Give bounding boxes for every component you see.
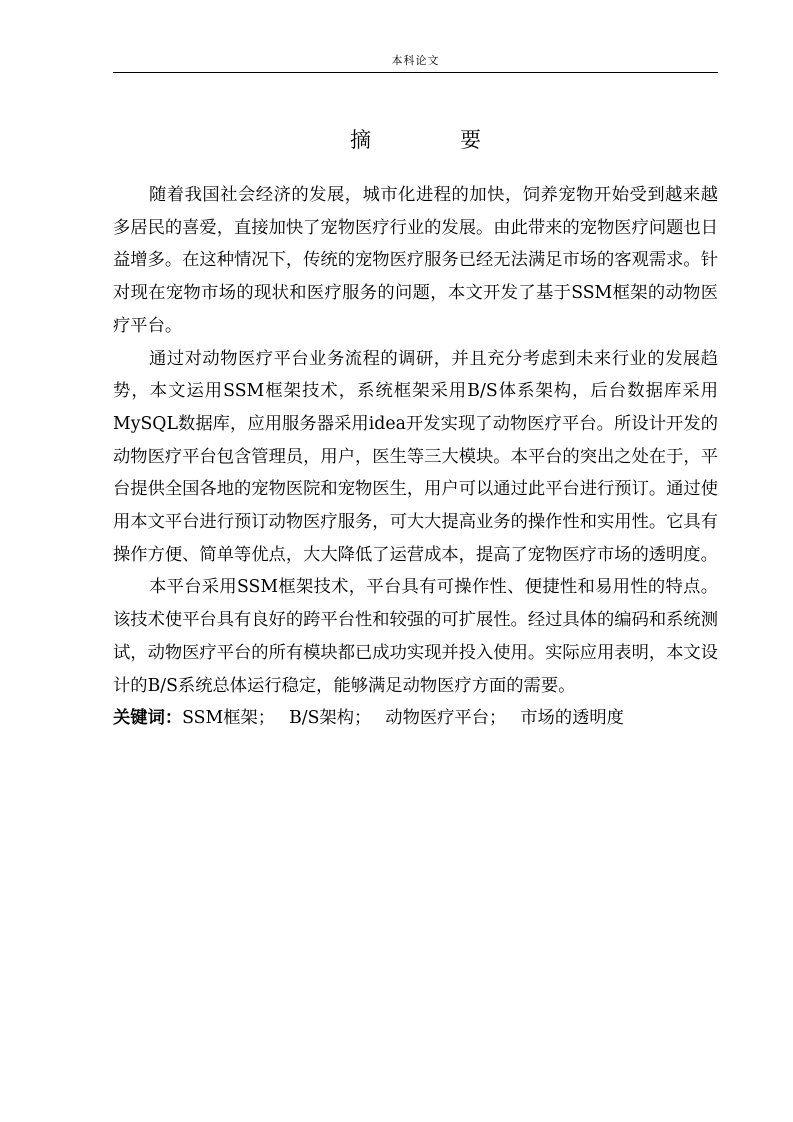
abstract-paragraph: 随着我国社会经济的发展，城市化进程的加快，饲养宠物开始受到越来越多居民的喜爱，直接加快了宠物医疗行业的发展。由此带来的宠物医疗问题也日益增多。在这种情况下，传统的宠物医疗服务已经无法满足市场的客观需求。针对现在宠物市场的现状和医疗服务的问题，本文开发了基于SSM框架的动物医疗平台。 [113,185,718,336]
keywords-line [113,702,718,735]
keyword: 动物医疗平台； [385,708,507,729]
keyword: 市场的透明度 [520,708,624,729]
running-header: 本科论文 [391,54,440,67]
header-rule [113,72,718,73]
keyword: SSM框架； [182,708,276,729]
abstract-paragraph: 本平台采用SSM框架技术，平台具有可操作性、便捷性和易用性的特点。该技术使平台具有良好的跨平台性和较强的可扩展性。经过具体的编码和系统测试，动物医疗平台的所有模块都已成功实现并投入使用。实际应用表明，本文设计的B/S系统总体运行稳定，能够满足动物医疗方面的需要。 [113,577,718,696]
abstract-title: 摘 要 [350,128,515,152]
keywords-label: 关键词： [113,708,183,729]
keyword: B/S架构； [289,708,372,729]
abstract-body [113,179,718,735]
abstract-paragraph: 通过对动物医疗平台业务流程的调研，并且充分考虑到未来行业的发展趋势，本文运用SSM框架技术，系统框架采用B/S体系架构，后台数据库采用MySQL数据库，应用服务器采用idea开发实现了动物医疗平台。所设计开发的动物医疗平台包含管理员，用户，医生等三大模块。本平台的突出之处在于，平台提供全国各地的宠物医院和宠物医生，用户可以通过此平台进行预订。通过使用本文平台进行预订动物医疗服务，可大大提高业务的操作性和实用性。它具有操作方便、简单等优点，大大降低了运营成本，提高了宠物医疗市场的透明度。 [113,348,718,565]
